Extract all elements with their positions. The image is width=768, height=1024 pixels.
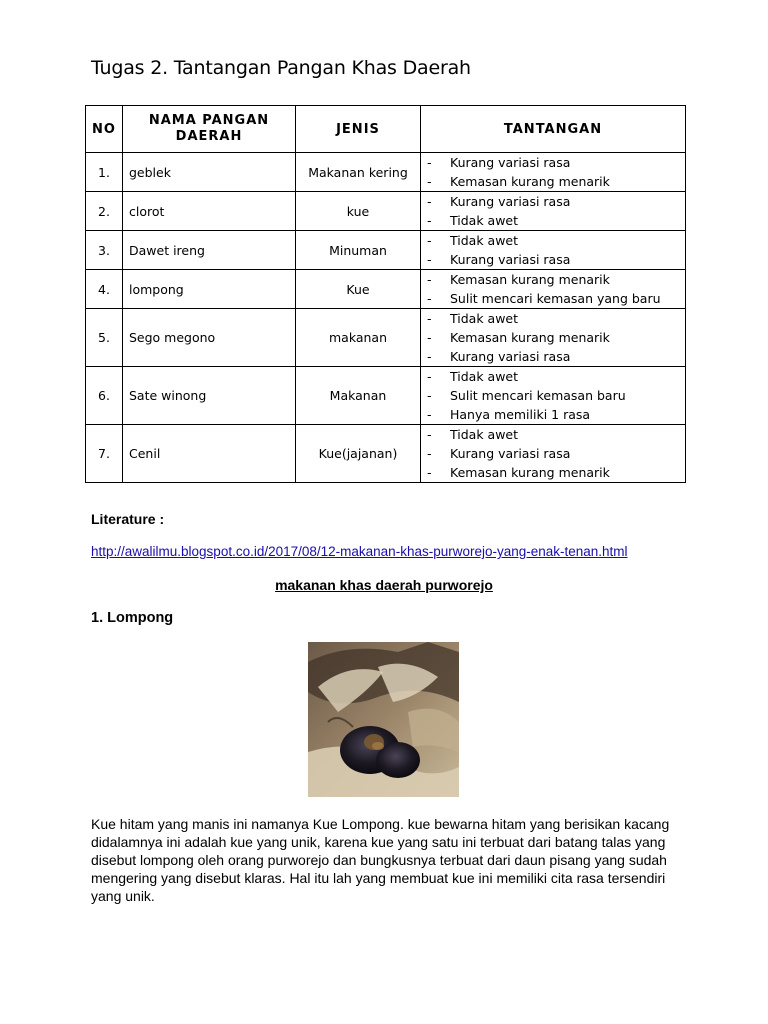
document-title: Tugas 2. Tantangan Pangan Khas Daerah (91, 57, 471, 79)
challenge-item: - Kemasan kurang menarik (427, 172, 679, 191)
row-challenges (421, 425, 686, 483)
challenge-item: - Tidak awet (427, 211, 679, 230)
section-subtitle (0, 577, 768, 593)
row-challenges (421, 153, 686, 192)
lompong-heading: 1. Lompong (91, 610, 174, 626)
challenge-item: - Tidak awet (427, 425, 679, 444)
challenge-item: - Tidak awet (427, 309, 679, 328)
row-food-name: geblek (123, 153, 296, 192)
row-number: 2. (86, 192, 123, 231)
challenge-item: - Kurang variasi rasa (427, 347, 679, 366)
challenge-list (427, 192, 679, 230)
row-challenges (421, 231, 686, 270)
row-food-name: Sego megono (123, 309, 296, 367)
row-food-name: Dawet ireng (123, 231, 296, 270)
challenge-list (427, 231, 679, 269)
row-food-type: Makanan (296, 367, 421, 425)
literature-label: Literature : (91, 511, 165, 527)
challenge-item: - Tidak awet (427, 231, 679, 250)
table-row (86, 192, 686, 231)
row-number: 1. (86, 153, 123, 192)
row-challenges (421, 270, 686, 309)
challenge-table (85, 105, 686, 483)
row-number: 7. (86, 425, 123, 483)
row-number: 5. (86, 309, 123, 367)
table-row (86, 309, 686, 367)
challenge-item: - Kemasan kurang menarik (427, 270, 679, 289)
table-body (86, 153, 686, 483)
table-row (86, 153, 686, 192)
row-number: 3. (86, 231, 123, 270)
row-number: 6. (86, 367, 123, 425)
challenge-item: - Hanya memiliki 1 rasa (427, 405, 679, 424)
challenge-item: - Kemasan kurang menarik (427, 328, 679, 347)
row-food-type: Kue(jajanan) (296, 425, 421, 483)
challenge-list (427, 309, 679, 366)
literature-link[interactable]: http://awalilmu.blogspot.co.id/2017/08/12-makanan-khas-purworejo-yang-enak-tenan.html (91, 544, 628, 559)
header-no: NO (86, 106, 123, 153)
challenge-list (427, 425, 679, 482)
row-food-name: Sate winong (123, 367, 296, 425)
row-food-name: Cenil (123, 425, 296, 483)
challenge-item: - Tidak awet (427, 367, 679, 386)
challenge-item: - Kurang variasi rasa (427, 153, 679, 172)
challenge-item: - Kurang variasi rasa (427, 444, 679, 463)
table-row (86, 425, 686, 483)
row-challenges (421, 309, 686, 367)
table-row (86, 270, 686, 309)
row-food-type: Makanan kering (296, 153, 421, 192)
row-food-name: lompong (123, 270, 296, 309)
row-food-name: clorot (123, 192, 296, 231)
table-header-row (86, 106, 686, 153)
row-challenges (421, 192, 686, 231)
header-jenis: JENIS (296, 106, 421, 153)
header-nama-line1: NAMA PANGAN (148, 113, 270, 128)
section-subtitle-text: makanan khas daerah purworejo (275, 577, 493, 593)
lompong-photo (308, 642, 459, 797)
table-row (86, 231, 686, 270)
challenge-item: - Kurang variasi rasa (427, 192, 679, 211)
row-food-type: Kue (296, 270, 421, 309)
challenge-list (427, 367, 679, 424)
challenge-item: - Sulit mencari kemasan baru (427, 386, 679, 405)
row-food-type: kue (296, 192, 421, 231)
header-tantangan: TANTANGAN (421, 106, 686, 153)
lompong-description: Kue hitam yang manis ini namanya Kue Lompong. kue bewarna hitam yang berisikan kacang didalamnya ini adalah kue yang unik, karena kue yang satu ini terbuat dari batang talas yang disebut lompong oleh orang purworejo dan bungkusnya terbuat dari daun pisang yang sudah mengering yang disebut klaras. Hal itu lah yang membuat kue ini memiliki cita rasa tersendiri yang unik. (91, 816, 670, 904)
row-challenges (421, 367, 686, 425)
header-nama-line2: DAERAH (175, 129, 243, 144)
row-food-type: makanan (296, 309, 421, 367)
header-nama-pangan (123, 106, 296, 153)
challenge-item: - Sulit mencari kemasan yang baru (427, 289, 679, 308)
challenge-item: - Kurang variasi rasa (427, 250, 679, 269)
row-food-type: Minuman (296, 231, 421, 270)
row-number: 4. (86, 270, 123, 309)
challenge-list (427, 270, 679, 308)
table-row (86, 367, 686, 425)
challenge-item: - Kemasan kurang menarik (427, 463, 679, 482)
challenge-list (427, 153, 679, 191)
